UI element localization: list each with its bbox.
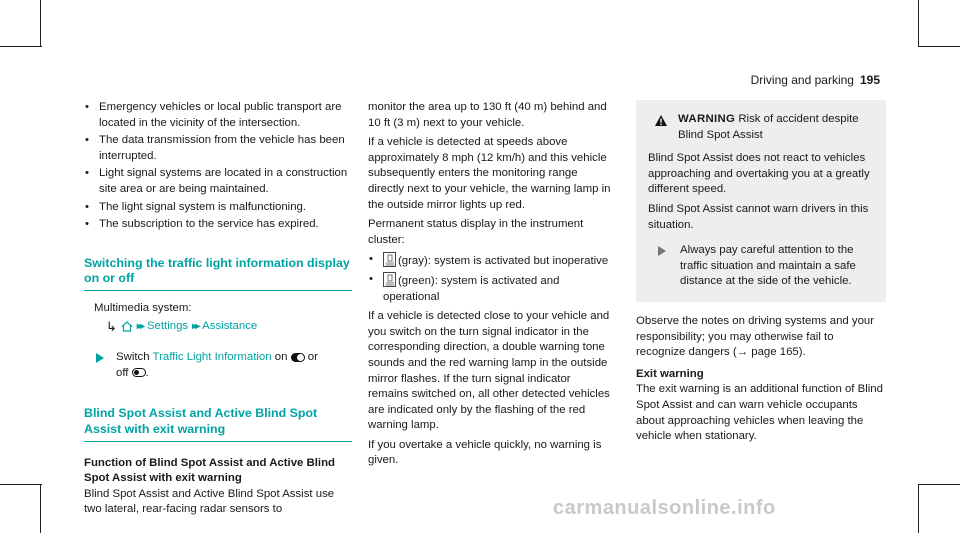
crop-mark — [40, 0, 41, 47]
crop-mark — [918, 484, 919, 533]
home-icon — [121, 321, 133, 332]
list-item: • The data transmission from the vehicle has been interrupted. — [84, 133, 350, 164]
body-text: If a vehicle is detected close to your vehicle and you switch on the turn signal indicator in the corresponding direction, a double warning tone sounds and the red warning lamp in the outside mirror flashes. If the turn signal indicator remains switched on, all other detected vehicles are indicated only by the flashing of the red warning lamp. — [368, 310, 610, 432]
crop-mark — [918, 46, 960, 47]
crop-mark — [40, 484, 41, 533]
path-assistance: Assistance — [202, 319, 258, 332]
double-chevron-icon: ▸▸ — [192, 320, 199, 332]
warning-header — [648, 112, 874, 143]
list-item: • Emergency vehicles or local public transport are located in the vicinity of the intersection. — [84, 100, 350, 131]
list-item: • (gray): system is activated but inoperative — [368, 252, 612, 270]
list-item: • The light signal system is malfunctioning. — [84, 200, 350, 216]
column-2 — [368, 100, 612, 473]
menu-path — [94, 319, 350, 335]
path-settings: Settings — [146, 319, 189, 332]
step-arrow-icon — [658, 246, 666, 256]
warning-title: Risk of accident despite Blind Spot Assist — [678, 113, 859, 141]
hook-arrow-icon: ↳ — [106, 318, 117, 334]
list-item: • The subscription to the service has expired. — [84, 217, 350, 233]
body-text: The exit warning is an additional function of Blind Spot Assist and can warn vehicle occupants about approaching vehicles when leaving the vehicle when stationary. — [636, 383, 883, 443]
list-item: • Light signal systems are located in a construction site area or are being maintained. — [84, 166, 350, 197]
body-text: Blind Spot Assist and Active Blind Spot Assist use two lateral, rear-facing radar sensors to — [84, 487, 335, 516]
watermark: carmanualsonline.info — [553, 497, 776, 519]
crop-mark — [918, 484, 960, 485]
warning-step: Always pay careful attention to the traffic situation and maintain a safe distance at the side of the vehicle. — [656, 243, 874, 290]
step-arrow-icon — [96, 353, 104, 363]
section-heading-blind-spot: Blind Spot Assist and Active Blind Spot Assist with exit warning — [84, 406, 352, 441]
warning-triangle-icon — [654, 114, 668, 133]
toggle-off-icon — [132, 368, 146, 377]
crop-mark — [918, 0, 919, 47]
section-heading-traffic-light: Switching the traffic light information display on or off — [84, 256, 352, 291]
multimedia-path — [84, 301, 350, 334]
list-item: • (green): system is activated and operational — [368, 272, 612, 305]
column-1 — [84, 100, 350, 522]
traffic-light-info-link: Traffic Light Information — [152, 351, 272, 364]
body-text: Observe the notes on driving systems and your responsibility; you may otherwise fail to recognize dangers (→ page 165). — [636, 314, 875, 359]
instruction-step: Switch Traffic Light Information on or off . — [94, 350, 350, 381]
blind-spot-green-icon — [383, 272, 396, 287]
double-chevron-icon: ▸▸ — [136, 320, 143, 332]
toggle-on-icon — [291, 353, 305, 362]
column-3 — [636, 100, 886, 449]
crop-mark — [0, 484, 42, 485]
page-number: 195 — [859, 73, 880, 87]
subheading-function: Function of Blind Spot Assist and Active Blind Spot Assist with exit warning — [84, 456, 336, 485]
page-header — [751, 73, 880, 89]
status-list — [368, 252, 612, 305]
crop-mark — [0, 46, 42, 47]
subheading-exit-warning: Exit warning — [636, 367, 704, 380]
header-section: Driving and parking — [750, 73, 854, 87]
body-text: If a vehicle is detected at speeds above approximately 8 mph (12 km/h) and this vehicle subsequently enters the monitoring range directly next to your vehicle, the warning lamp in the outside mirror lights up red. — [368, 136, 611, 211]
warning-label: WARNING — [678, 113, 736, 125]
warning-text: Blind Spot Assist does not react to vehicles approaching and overtaking you at a greatly different speed. — [648, 152, 870, 196]
warning-text: Blind Spot Assist cannot warn drivers in this situation. — [648, 202, 869, 231]
body-text: Permanent status display in the instrument cluster: — [368, 218, 584, 246]
multimedia-label: Multimedia system: — [94, 301, 192, 314]
warning-box — [636, 100, 886, 302]
condition-list — [84, 100, 350, 233]
blind-spot-gray-icon — [383, 252, 396, 267]
body-text: monitor the area up to 130 ft (40 m) behind and 10 ft (3 m) next to your vehicle. — [368, 101, 607, 129]
body-text: If you overtake a vehicle quickly, no warning is given. — [368, 438, 602, 467]
